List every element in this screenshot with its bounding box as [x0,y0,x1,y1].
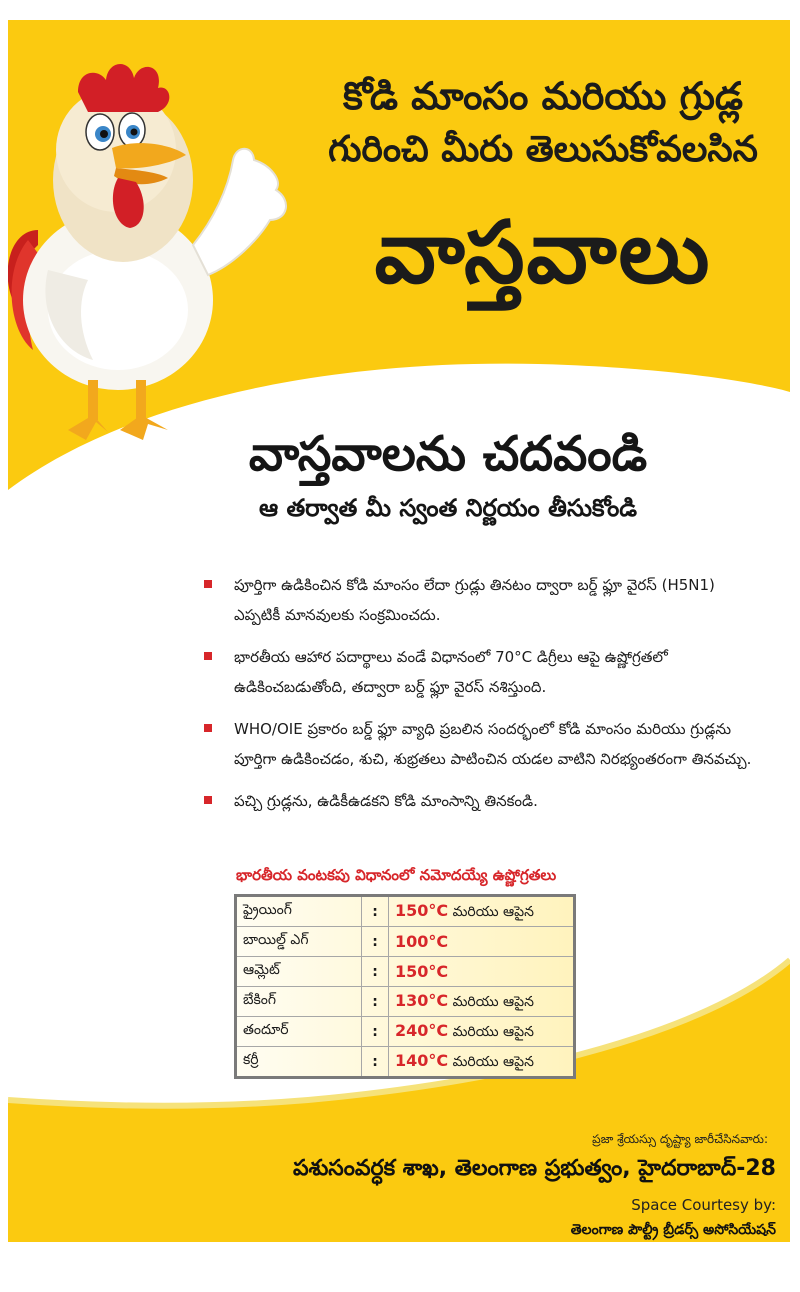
space-courtesy-label: Space Courtesy by: [631,1196,776,1214]
list-item [198,786,758,816]
list-item [198,714,758,774]
temperature-value: 150°C [395,900,449,920]
rooster-mascot-icon [8,30,308,450]
temperature-value: 140°C [395,1050,449,1070]
table-row [236,1047,575,1078]
bullet-icon [204,580,212,588]
method-cell: బాయిల్డ్ ఎగ్ [236,927,362,957]
bullet-icon [204,652,212,660]
temperature-suffix: మరియు ఆపైన [452,1023,534,1040]
section-subheading: ఆ తర్వాత మీ స్వంత నిర్ణయం తీసుకోండి [258,494,638,522]
poster [8,20,790,1242]
temperature-suffix: మరియు ఆపైన [452,1053,534,1070]
table-row [236,957,575,987]
sponsor-association: తెలంగాణ పౌల్ట్రీ బ్రీడర్స్ అసోసియేషన్ [570,1222,776,1238]
separator-cell: : [362,1017,389,1047]
table-row [236,896,575,927]
fact-text: పచ్చి గ్రుడ్లను, ఉడికీఉడకని కోడి మాంసాన్ని తినకండి. [234,792,538,810]
fact-text: WHO/OIE ప్రకారం బర్డ్ ఫ్లూ వ్యాధి ప్రబలిన సందర్భంలో కోడి మాంసం మరియు గ్రుడ్లను పూర్తిగా ఉడికించడం, శుచి, శుభ్రతలు పాటించిన యడల వాటిని నిరభ్యంతరంగా తినవచ్చు. [234,720,752,768]
method-cell: కర్రీ [236,1047,362,1078]
separator-cell: : [362,1047,389,1078]
fact-list [198,570,758,828]
temperature-value: 240°C [395,1020,449,1040]
separator-cell: : [362,987,389,1017]
temperature-suffix: మరియు ఆపైన [452,993,534,1010]
temperature-value: 150°C [395,962,449,981]
separator-cell: : [362,957,389,987]
temperature-cell [389,927,575,957]
list-item [198,570,758,630]
fact-text: పూర్తిగా ఉడికించిన కోడి మాంసం లేదా గ్రుడ్లు తినటం ద్వారా బర్డ్ ఫ్లూ వైరస్ (H5N1) ఎప్పటికీ మానవులకు సంక్రమించదు. [234,576,715,624]
temperature-cell [389,957,575,987]
fact-text: భారతీయ ఆహార పదార్థాలు వండే విధానంలో 70°C డిగ్రీలు ఆపై ఉష్ణోగ్రతలో ఉడికించబడుతోంది, తద్వారా బర్డ్ ఫ్లూ వైరస్ నశిస్తుంది. [234,648,668,696]
method-cell: ఆమ్లెట్ [236,957,362,987]
temperature-table-title: భారతీయ వంటకపు విధానంలో నమోదయ్యే ఉష్ణోగ్రతలు [236,866,557,884]
separator-cell: : [362,927,389,957]
issuer-name: పశుసంవర్ధక శాఖ, తెలంగాణ ప్రభుత్వం, హైదరాబాద్-28 [292,1156,776,1181]
method-cell: ఫ్రైయింగ్ [236,896,362,927]
headline-line-1: కోడి మాంసం మరియు గ్రుడ్ల [342,74,744,118]
temperature-suffix: మరియు ఆపైన [452,903,534,920]
temperature-table [234,894,576,1079]
table-row [236,987,575,1017]
temperature-cell [389,1047,575,1078]
temperature-value: 130°C [395,990,449,1010]
issued-by-label: ప్రజా శ్రేయస్సు దృష్ట్యా జారీచేసినవారు: [592,1132,768,1146]
temperature-cell [389,1017,575,1047]
method-cell: తందూర్ [236,1017,362,1047]
bullet-icon [204,796,212,804]
temperature-value: 100°C [395,932,449,951]
table-row [236,1017,575,1047]
section-heading: వాస్తవాలను చదవండి [248,426,648,482]
temperature-cell [389,896,575,927]
bullet-icon [204,724,212,732]
headline-main: వాస్తవాలు [374,203,712,303]
separator-cell: : [362,896,389,927]
headline-line-2: గురించి మీరు తెలుసుకోవలసిన [328,129,758,170]
temperature-cell [389,987,575,1017]
list-item [198,642,758,702]
table-row [236,927,575,957]
method-cell: బేకింగ్ [236,987,362,1017]
